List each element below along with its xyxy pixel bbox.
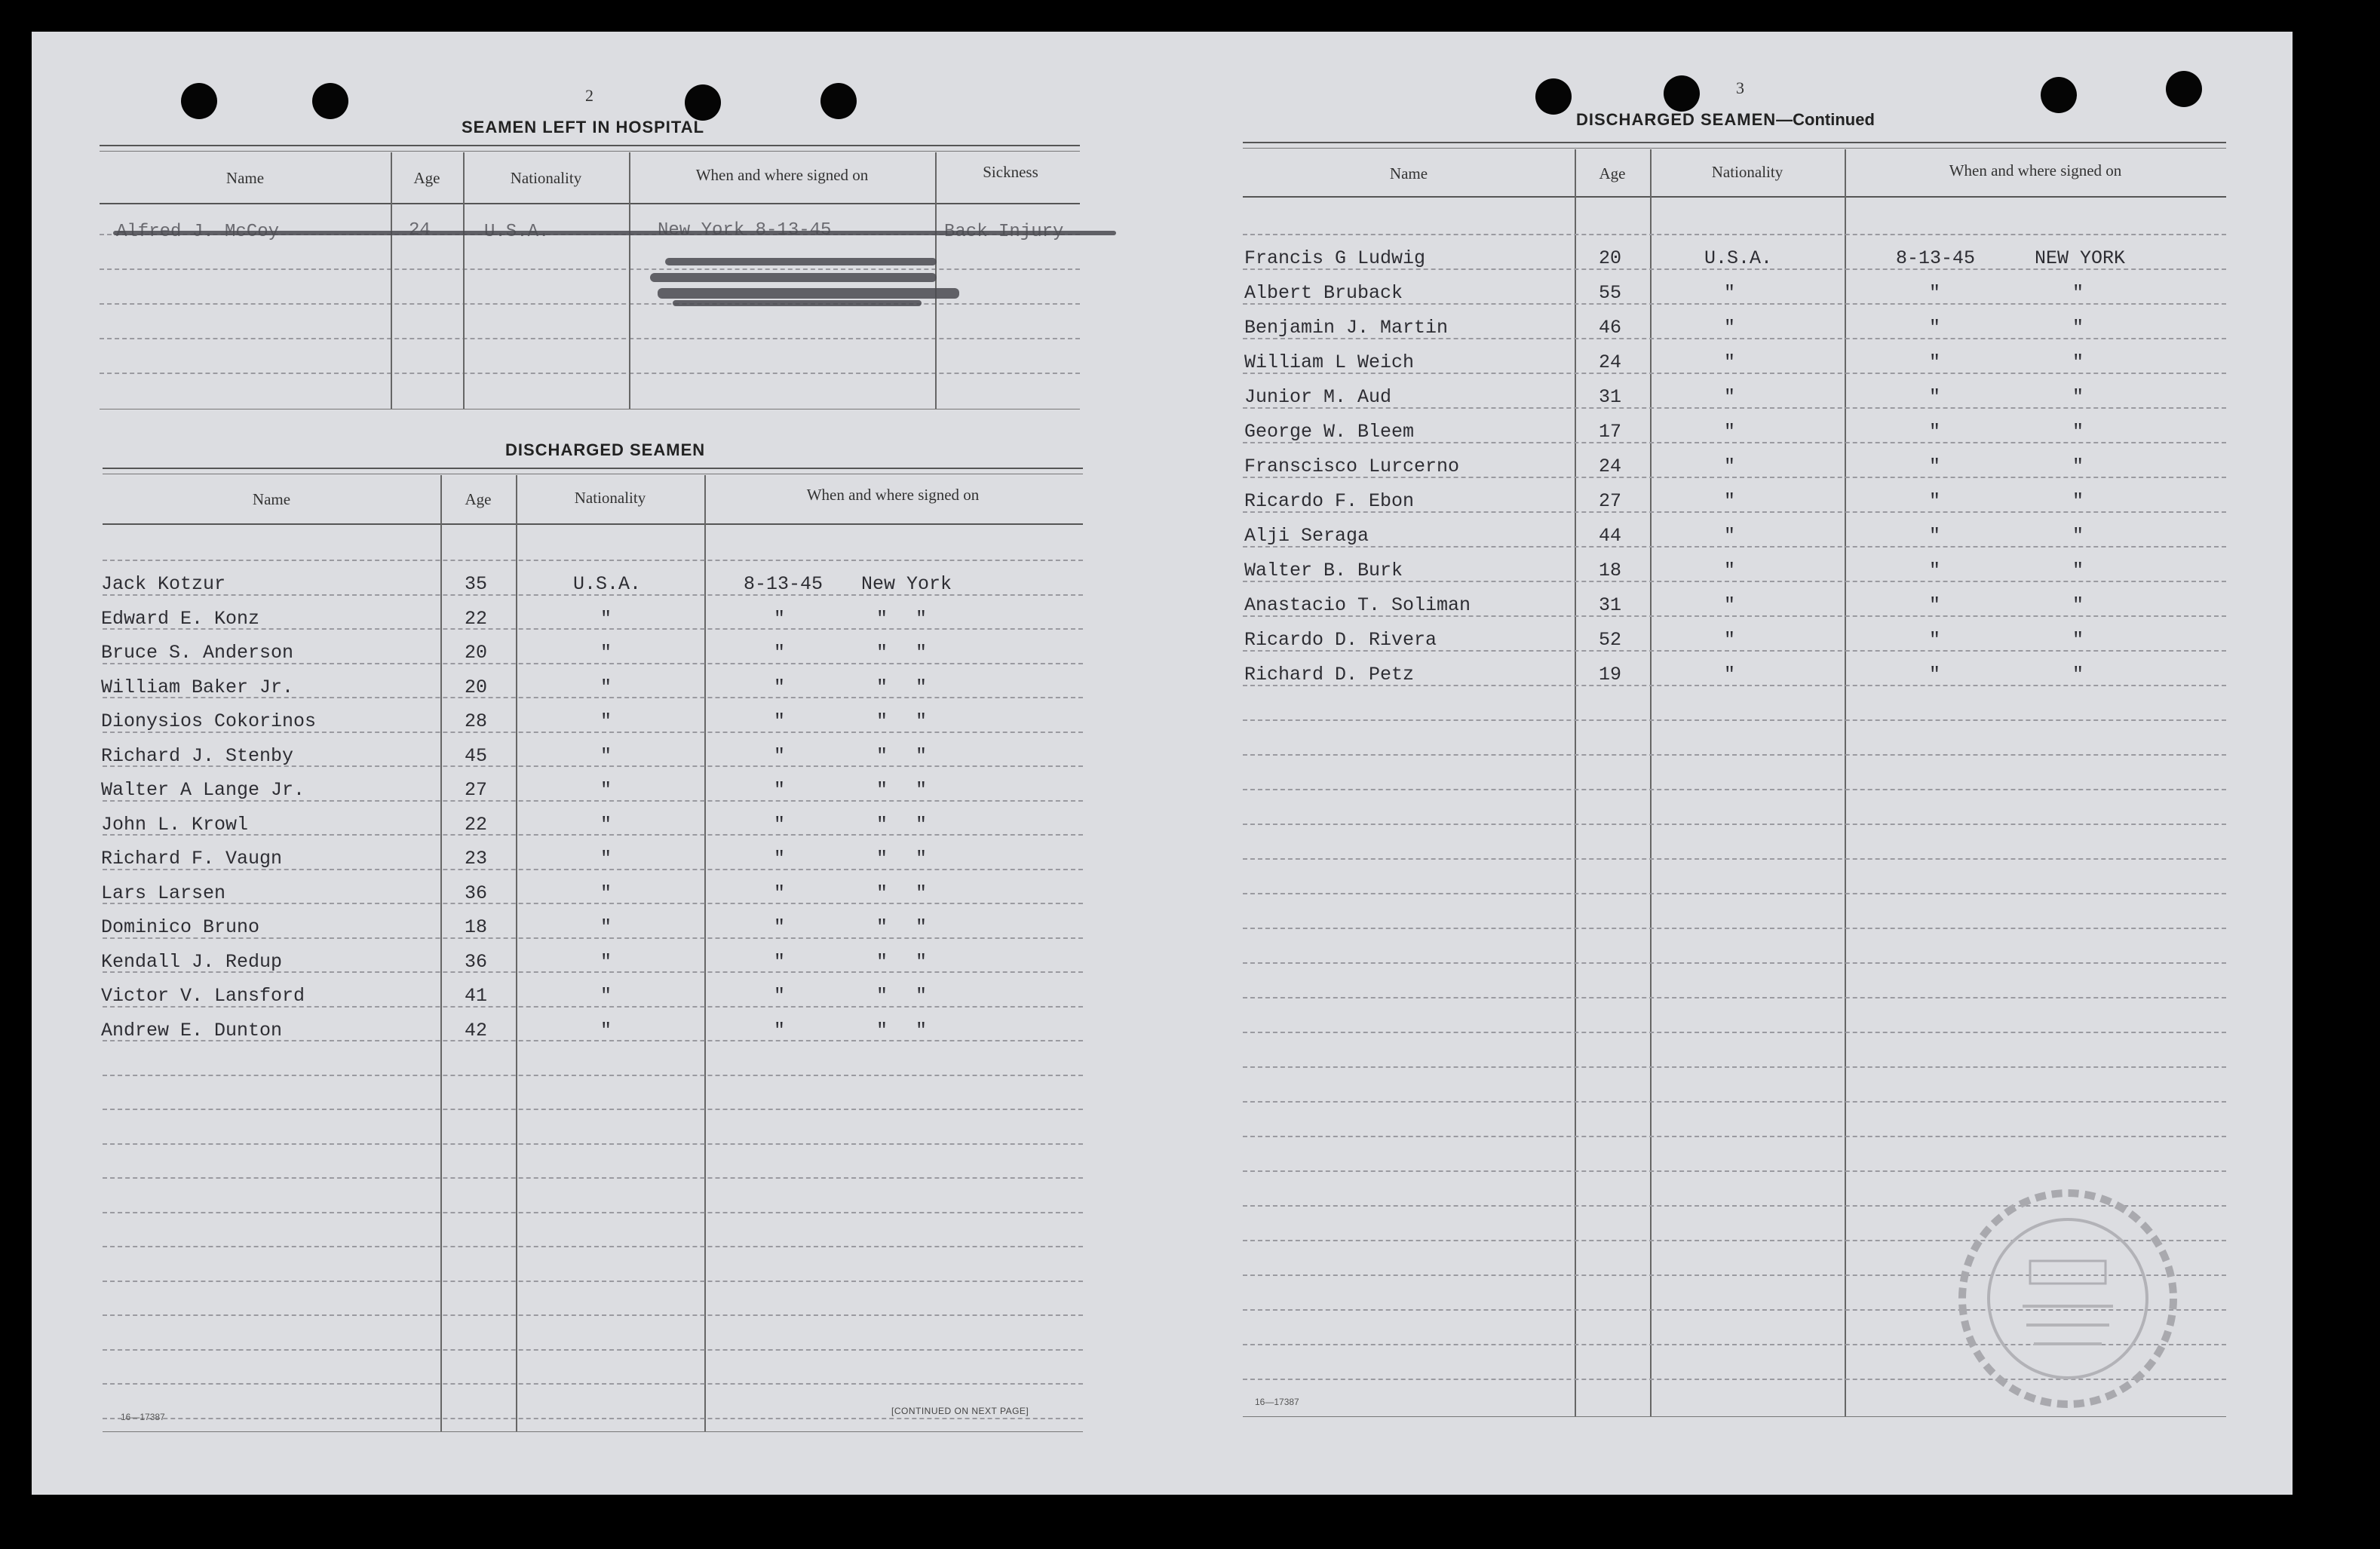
column-divider: [1845, 149, 1846, 1416]
ruled-line: [1243, 719, 2226, 721]
seaman-age: 35: [465, 573, 488, 595]
punch-hole: [685, 84, 721, 121]
seaman-name: William Baker Jr.: [101, 676, 294, 698]
seaman-age: 22: [465, 813, 488, 836]
seaman-age: 20: [465, 676, 488, 698]
signed-on-place: ": [2072, 282, 2084, 304]
seaman-age: 18: [1599, 560, 1622, 581]
signed-on-date: ": [774, 607, 786, 630]
page-number-left: 2: [585, 86, 593, 105]
signed-on-date: ": [1929, 421, 1941, 443]
seaman-nationality: ": [600, 744, 612, 767]
seaman-name: Benjamin J. Martin: [1244, 317, 1449, 339]
hospital-section-title: SEAMEN LEFT IN HOSPITAL: [462, 118, 705, 136]
rule: [103, 1431, 1083, 1432]
seaman-name: Jack Kotzur: [101, 573, 226, 595]
signed-on-place-ditto: ": [916, 985, 928, 1007]
ruled-line: [103, 1075, 1083, 1076]
punch-hole: [2041, 77, 2077, 113]
scribble-mark: [650, 273, 937, 282]
signed-on-place: ": [2072, 317, 2084, 339]
signed-on-place: NEW YORK: [2035, 247, 2126, 269]
seaman-age: 17: [1599, 421, 1622, 443]
seaman-nationality: ": [600, 642, 612, 664]
signed-on-place: ": [2072, 386, 2084, 408]
signed-on-date: ": [1929, 594, 1941, 616]
seaman-nationality: ": [1724, 664, 1736, 686]
signed-on-place: ": [876, 607, 888, 630]
signed-on-place: ": [2072, 594, 2084, 616]
signed-on-date: ": [1929, 490, 1941, 512]
ruled-line: [103, 1314, 1083, 1316]
signed-on-place-ditto: ": [916, 744, 928, 767]
seaman-name: Walter A Lange Jr.: [101, 779, 305, 801]
ruled-line: [103, 834, 1083, 836]
ruled-line: [103, 560, 1083, 561]
punch-hole: [820, 83, 857, 119]
seaman-age: 27: [465, 779, 488, 801]
seaman-name: Dominico Bruno: [101, 916, 260, 938]
strike-through-line: [113, 231, 1116, 235]
signed-on-date: 8-13-45: [1896, 247, 1976, 269]
seaman-nationality: ": [600, 813, 612, 836]
signed-on-place: ": [2072, 351, 2084, 373]
seaman-age: 45: [465, 744, 488, 767]
ruled-line: [1243, 962, 2226, 964]
form-number-left: 16—17387: [121, 1412, 165, 1422]
header-age: Age: [1599, 164, 1626, 183]
discharged-continued-title: [1576, 110, 1875, 130]
ruled-line: [103, 1349, 1083, 1351]
seaman-nationality: U.S.A.: [573, 573, 642, 595]
seaman-name: Lars Larsen: [101, 882, 226, 904]
ruled-line: [1243, 997, 2226, 998]
seaman-name: Walter B. Burk: [1244, 560, 1403, 581]
seaman-nationality: ": [600, 950, 612, 973]
form-number-right: 16—17387: [1255, 1397, 1299, 1407]
rule: [103, 468, 1083, 469]
signed-on-place: ": [876, 779, 888, 801]
seaman-name: Ricardo F. Ebon: [1244, 490, 1415, 512]
signed-on-date: ": [774, 950, 786, 973]
signed-on-date: ": [774, 848, 786, 870]
signed-on-date: ": [1929, 386, 1941, 408]
seaman-nationality: ": [600, 1019, 612, 1041]
rule: [1243, 142, 2226, 143]
signed-on-date: ": [774, 642, 786, 664]
signed-on-place-ditto: ": [916, 813, 928, 836]
signed-on-place: ": [876, 676, 888, 698]
seaman-name: Franscisco Lurcerno: [1244, 455, 1460, 477]
signed-on-place: ": [2072, 455, 2084, 477]
header-signed-on: When and where signed on: [695, 166, 869, 184]
signed-on-place: ": [2072, 664, 2084, 686]
signed-on-place: ": [876, 882, 888, 904]
rule: [100, 203, 1080, 204]
signed-on-place-ditto: ": [916, 642, 928, 664]
punch-hole: [2166, 71, 2202, 107]
ruled-line: [1243, 858, 2226, 860]
punch-hole: [1535, 78, 1572, 115]
seaman-age: 20: [465, 642, 488, 664]
signed-on-place-ditto: ": [916, 916, 928, 938]
rule: [100, 373, 1080, 374]
seaman-age: 28: [465, 710, 488, 732]
seaman-name: Anastacio T. Soliman: [1244, 594, 1471, 616]
seaman-name: Alji Seraga: [1244, 525, 1369, 547]
header-nationality: Nationality: [510, 169, 582, 187]
rule: [1243, 196, 2226, 198]
seaman-age: 22: [465, 607, 488, 630]
header-name: Name: [1389, 164, 1428, 183]
signed-on-date: 8-13-45: [744, 573, 823, 595]
column-divider: [463, 152, 465, 409]
seaman-name: Edward E. Konz: [101, 607, 260, 630]
signed-on-date: ": [1929, 455, 1941, 477]
seaman-age: 41: [465, 985, 488, 1007]
ruled-line: [1243, 754, 2226, 756]
ruled-line: [1243, 1170, 2226, 1172]
signed-on-place-ditto: ": [916, 950, 928, 973]
seaman-nationality: ": [600, 848, 612, 870]
signed-on-place: ": [876, 744, 888, 767]
signed-on-date: ": [1929, 664, 1941, 686]
page-number-right: 3: [1736, 78, 1744, 97]
signed-on-date: ": [1929, 560, 1941, 581]
seaman-name: Ricardo D. Rivera: [1244, 629, 1437, 651]
seaman-nationality: ": [600, 779, 612, 801]
ruled-line: [103, 1383, 1083, 1385]
signed-on-place: ": [2072, 525, 2084, 547]
seaman-nationality: ": [1724, 317, 1736, 339]
header-age: Age: [413, 169, 440, 187]
seaman-age: 36: [465, 950, 488, 973]
seaman-name: Victor V. Lansford: [101, 985, 305, 1007]
seaman-name: Bruce S. Anderson: [101, 642, 294, 664]
ruled-line: [103, 903, 1083, 904]
seaman-age: 24: [1599, 455, 1622, 477]
seaman-age: 24: [1599, 351, 1622, 373]
signed-on-place: ": [2072, 490, 2084, 512]
signed-on-date: ": [774, 1019, 786, 1041]
signed-on-place-ditto: ": [916, 607, 928, 630]
signed-on-place: ": [876, 848, 888, 870]
signed-on-place: ": [876, 916, 888, 938]
signed-on-place: ": [876, 813, 888, 836]
seaman-nationality: ": [1724, 629, 1736, 651]
ruled-line: [103, 1212, 1083, 1213]
column-divider: [516, 475, 517, 1431]
signed-on-place-ditto: ": [916, 882, 928, 904]
scribble-mark: [658, 288, 959, 299]
ruled-line: [1243, 893, 2226, 894]
column-divider: [1575, 149, 1576, 1416]
signed-on-date: ": [1929, 317, 1941, 339]
ruled-line: [103, 1281, 1083, 1282]
signed-on-place-ditto: ": [916, 779, 928, 801]
title-main: DISCHARGED SEAMEN: [1576, 110, 1777, 129]
seaman-nationality: ": [1724, 525, 1736, 547]
seaman-age: 31: [1599, 386, 1622, 408]
signed-on-place-ditto: ": [916, 710, 928, 732]
seaman-age: 55: [1599, 282, 1622, 304]
ruled-line: [1243, 789, 2226, 790]
signed-on-place-ditto: ": [916, 848, 928, 870]
seaman-nationality: ": [600, 710, 612, 732]
rule: [100, 303, 1080, 305]
seaman-age: 31: [1599, 594, 1622, 616]
seaman-age: 18: [465, 916, 488, 938]
seaman-age: 19: [1599, 664, 1622, 686]
seaman-name: Richard F. Vaugn: [101, 848, 283, 870]
ruled-line: [103, 1418, 1083, 1419]
stamp-seal: [1947, 1178, 2188, 1419]
signed-on-place: ": [876, 642, 888, 664]
column-divider: [440, 475, 442, 1431]
ruled-line: [1243, 234, 2226, 235]
seaman-name: Junior M. Aud: [1244, 386, 1392, 408]
seaman-nationality: ": [1724, 490, 1736, 512]
rule: [100, 268, 1080, 270]
signed-on-date: ": [774, 985, 786, 1007]
ruled-line: [1243, 1101, 2226, 1103]
signed-on-place-ditto: ": [916, 676, 928, 698]
rule: [1243, 148, 2226, 149]
rule: [100, 145, 1080, 146]
signed-on-date: ": [774, 710, 786, 732]
signed-on-date: ": [774, 744, 786, 767]
seaman-nationality: ": [1724, 282, 1736, 304]
rule: [100, 338, 1080, 339]
seaman-nationality: ": [600, 916, 612, 938]
signed-on-place: ": [876, 985, 888, 1007]
ruled-line: [1243, 824, 2226, 825]
column-divider: [704, 475, 706, 1431]
seaman-name: Richard J. Stenby: [101, 744, 294, 767]
punch-hole: [181, 83, 217, 119]
seaman-nationality: ": [600, 607, 612, 630]
title-continued: —Continued: [1776, 110, 1875, 129]
signed-on-place-ditto: ": [916, 1019, 928, 1041]
discharged-section-title: DISCHARGED SEAMEN: [505, 440, 706, 459]
signed-on-date: ": [1929, 282, 1941, 304]
ruled-line: [1243, 1136, 2226, 1137]
column-divider: [629, 152, 630, 409]
column-divider: [391, 152, 392, 409]
seaman-nationality: ": [1724, 455, 1736, 477]
ruled-line: [1243, 928, 2226, 929]
seaman-nationality: ": [1724, 351, 1736, 373]
seaman-age: 36: [465, 882, 488, 904]
signed-on-date: ": [774, 676, 786, 698]
rule: [103, 523, 1083, 525]
seaman-nationality: ": [600, 676, 612, 698]
column-divider: [1650, 149, 1652, 1416]
signed-on-date: ": [1929, 525, 1941, 547]
signed-on-date: ": [774, 779, 786, 801]
seaman-age: 27: [1599, 490, 1622, 512]
seaman-name: John L. Krowl: [101, 813, 249, 836]
seaman-name: Francis G Ludwig: [1244, 247, 1426, 269]
seaman-age: 23: [465, 848, 488, 870]
ruled-line: [103, 1109, 1083, 1110]
header-name: Name: [225, 169, 265, 187]
signed-on-place: ": [2072, 629, 2084, 651]
header-signed-on: When and where signed on: [1949, 161, 2122, 179]
header-age: Age: [465, 490, 492, 508]
seaman-name: Albert Bruback: [1244, 282, 1403, 304]
signed-on-date: ": [1929, 629, 1941, 651]
seaman-name: Dionysios Cokorinos: [101, 710, 317, 732]
punch-hole: [312, 83, 348, 119]
seaman-nationality: ": [600, 985, 612, 1007]
signed-on-date: ": [774, 916, 786, 938]
scribble-mark: [673, 300, 922, 306]
header-name: Name: [252, 490, 291, 508]
signed-on-date: ": [774, 813, 786, 836]
seaman-age: 42: [465, 1019, 488, 1041]
ruled-line: [103, 1177, 1083, 1179]
seaman-age: 44: [1599, 525, 1622, 547]
signed-on-date: ": [774, 882, 786, 904]
seaman-nationality: ": [1724, 421, 1736, 443]
continued-note: [CONTINUED ON NEXT PAGE]: [891, 1406, 1029, 1416]
seaman-name: William L Weich: [1244, 351, 1415, 373]
signed-on-place: New York: [861, 573, 952, 595]
signed-on-date: ": [1929, 351, 1941, 373]
seaman-name: Kendall J. Redup: [101, 950, 283, 973]
signed-on-place: ": [876, 710, 888, 732]
ruled-line: [1243, 1066, 2226, 1068]
scribble-mark: [665, 258, 937, 265]
header-sickness: Sickness: [983, 163, 1038, 181]
header-nationality: Nationality: [1711, 163, 1783, 181]
signed-on-place: ": [2072, 560, 2084, 581]
header-nationality: Nationality: [574, 489, 646, 507]
seaman-age: 52: [1599, 629, 1622, 651]
ruled-line: [103, 1143, 1083, 1145]
rule: [100, 151, 1080, 152]
seaman-nationality: ": [1724, 560, 1736, 581]
signed-on-place: ": [876, 1019, 888, 1041]
header-signed-on: When and where signed on: [806, 486, 980, 504]
punch-hole: [1664, 75, 1700, 112]
ruled-line: [103, 1246, 1083, 1247]
manifest-sheet: [32, 32, 2293, 1495]
seaman-nationality: U.S.A.: [1704, 247, 1773, 269]
seaman-nationality: ": [1724, 386, 1736, 408]
seaman-age: 46: [1599, 317, 1622, 339]
seaman-name: Andrew E. Dunton: [101, 1019, 283, 1041]
signed-on-place: ": [876, 950, 888, 973]
seaman-nationality: ": [1724, 594, 1736, 616]
seaman-nationality: ": [600, 882, 612, 904]
ruled-line: [1243, 1032, 2226, 1033]
signed-on-place: ": [2072, 421, 2084, 443]
seaman-age: 20: [1599, 247, 1622, 269]
seaman-name: Richard D. Petz: [1244, 664, 1415, 686]
seaman-name: George W. Bleem: [1244, 421, 1415, 443]
